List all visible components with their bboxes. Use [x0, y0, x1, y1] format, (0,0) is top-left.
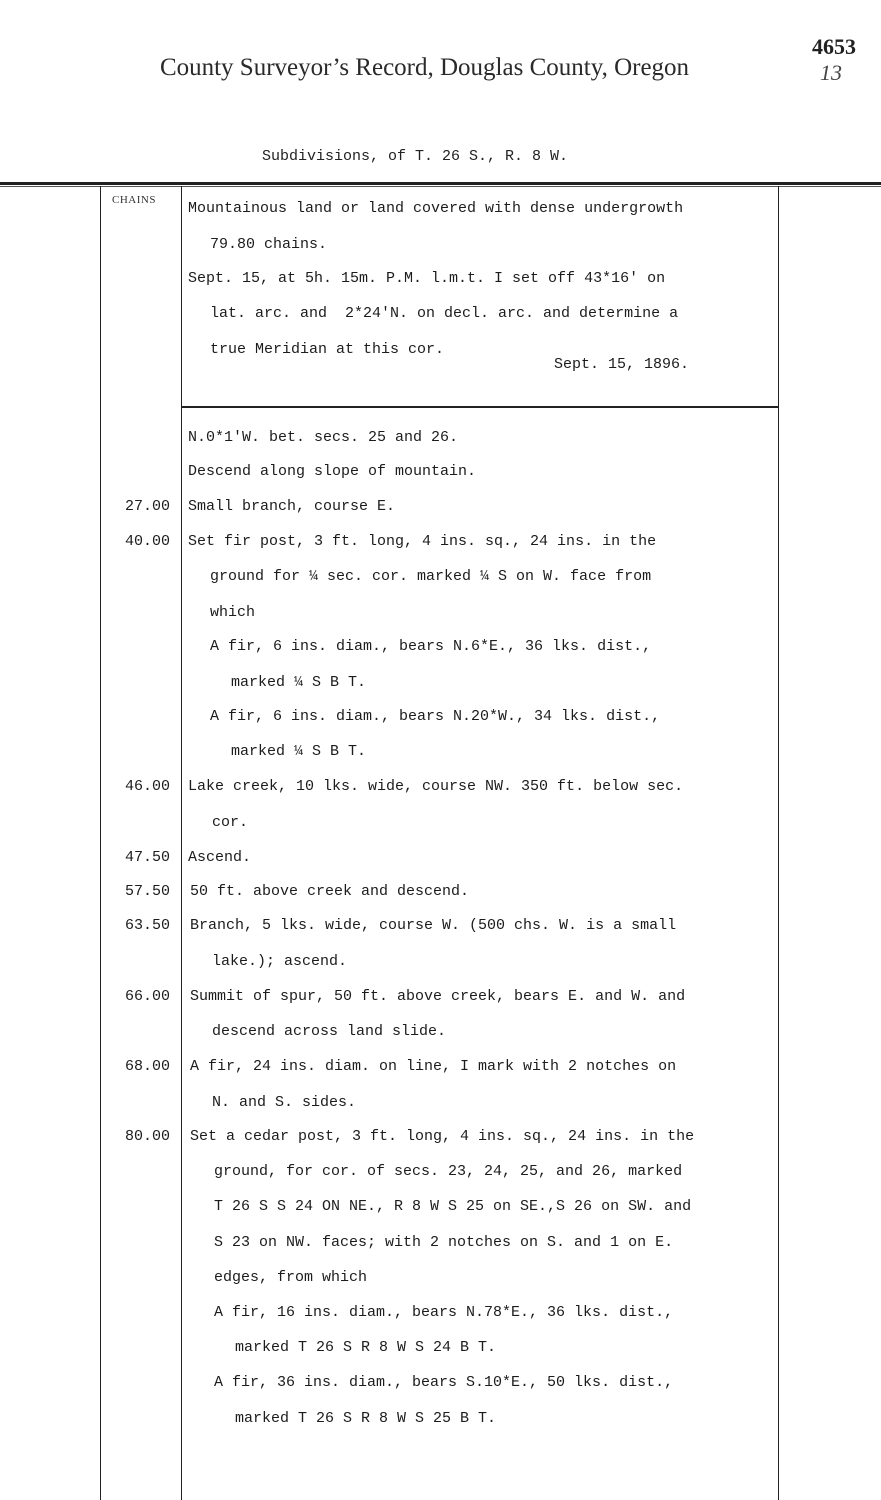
note-line: Ascend. — [188, 849, 252, 866]
note-line: edges, from which — [214, 1269, 368, 1286]
note-line: A fir, 16 ins. diam., bears N.78*E., 36 lks. dist., — [214, 1304, 674, 1321]
note-line: marked T 26 S R 8 W S 25 B T. — [235, 1410, 497, 1427]
table-top-rule — [0, 182, 881, 185]
note-line: A fir, 6 ins. diam., bears N.6*E., 36 lks. dist., — [210, 638, 652, 655]
note-line: true Meridian at this cor. — [210, 341, 445, 358]
page-sub-number: 13 — [820, 60, 842, 85]
note-line: which — [210, 604, 256, 621]
note-line: A fir, 24 ins. diam. on line, I mark with 2 notches on — [190, 1058, 677, 1075]
note-line: marked T 26 S R 8 W S 24 B T. — [235, 1339, 497, 1356]
note-line: Descend along slope of mountain. — [188, 463, 477, 480]
chains-value: 47.50 — [124, 849, 170, 866]
note-line: ground for ¼ sec. cor. marked ¼ S on W. face from — [210, 568, 652, 585]
note-line: Small branch, course E. — [188, 498, 396, 515]
table-top-rule-thin — [0, 186, 881, 187]
note-line: cor. — [212, 814, 249, 831]
chains-value: 63.50 — [124, 917, 170, 934]
chains-column-header: CHAINS — [112, 194, 156, 206]
note-line: Set fir post, 3 ft. long, 4 ins. sq., 24 ins. in the — [188, 533, 657, 550]
page-number: 4653 — [812, 34, 856, 59]
note-line: descend across land slide. — [212, 1023, 447, 1040]
note-line: lat. arc. and 2*24'N. on decl. arc. and determine a — [210, 305, 679, 322]
chains-value: 68.00 — [124, 1058, 170, 1075]
note-line: N. and S. sides. — [212, 1094, 357, 1111]
note-line: Summit of spur, 50 ft. above creek, bears E. and W. and — [190, 988, 686, 1005]
note-line: A fir, 36 ins. diam., bears S.10*E., 50 lks. dist., — [214, 1374, 674, 1391]
note-line: marked ¼ S B T. — [231, 743, 367, 760]
chains-value: 27.00 — [124, 498, 170, 515]
note-line: Lake creek, 10 lks. wide, course NW. 350 ft. below sec. — [188, 778, 684, 795]
block-separator-rule — [181, 406, 778, 408]
chains-value: 57.50 — [124, 883, 170, 900]
chains-value: 40.00 — [124, 533, 170, 550]
note-line: T 26 S S 24 ON NE., R 8 W S 25 on SE.,S 26 on SW. and — [214, 1198, 692, 1215]
chains-value: 46.00 — [124, 778, 170, 795]
note-line: marked ¼ S B T. — [231, 674, 367, 691]
note-line: S 23 on NW. faces; with 2 notches on S. and 1 on E. — [214, 1234, 674, 1251]
note-line: lake.); ascend. — [212, 953, 348, 970]
chains-value: 66.00 — [124, 988, 170, 1005]
note-line: N.0*1'W. bet. secs. 25 and 26. — [188, 429, 459, 446]
note-date: Sept. 15, 1896. — [554, 356, 690, 373]
note-line: ground, for cor. of secs. 23, 24, 25, and 26, marked — [214, 1163, 683, 1180]
chains-column-rule — [181, 186, 182, 1500]
page-title: County Surveyor’s Record, Douglas County, Oregon — [159, 54, 690, 81]
chains-value: 80.00 — [124, 1128, 170, 1145]
left-margin-rule — [100, 186, 101, 1500]
note-line: Set a cedar post, 3 ft. long, 4 ins. sq., 24 ins. in the — [190, 1128, 695, 1145]
note-line: 79.80 chains. — [210, 236, 328, 253]
right-margin-rule — [778, 186, 779, 1500]
note-line: Mountainous land or land covered with dense undergrowth — [188, 200, 684, 217]
record-subtitle: Subdivisions, of T. 26 S., R. 8 W. — [262, 148, 569, 165]
note-line: A fir, 6 ins. diam., bears N.20*W., 34 lks. dist., — [210, 708, 661, 725]
note-line: Sept. 15, at 5h. 15m. P.M. l.m.t. I set off 43*16' on — [188, 270, 666, 287]
note-line: Branch, 5 lks. wide, course W. (500 chs. W. is a small — [190, 917, 677, 934]
note-line: 50 ft. above creek and descend. — [190, 883, 470, 900]
